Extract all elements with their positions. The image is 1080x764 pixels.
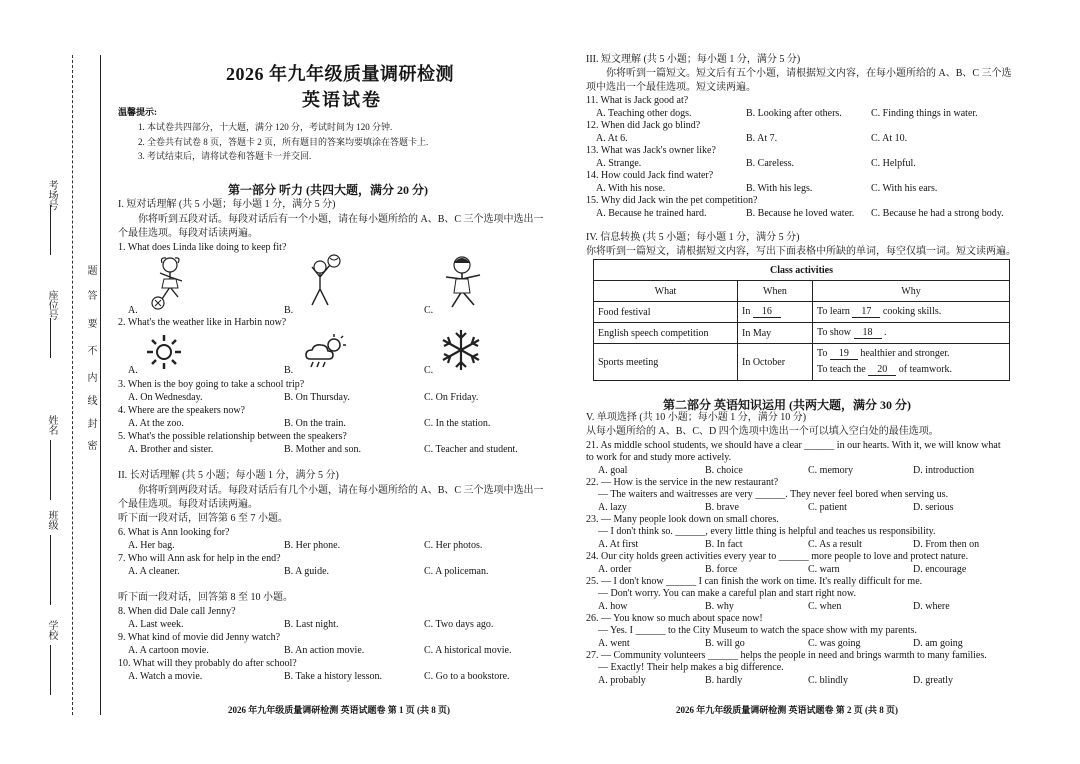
- question-6: 6. What is Ann looking for?: [118, 527, 230, 538]
- section5-instruction: 从每小题所给的 A、B、C、D 四个选项中选出一个可以填入空白处的最佳选项。: [586, 426, 939, 437]
- q24-option: B. force: [705, 564, 738, 575]
- q26-option: D. am going: [913, 638, 963, 649]
- q1-option-c: C.: [424, 305, 434, 316]
- q7-option: C. A policeman.: [424, 566, 489, 577]
- binding-dashed-line: [72, 55, 73, 715]
- q22-option: A. lazy: [598, 502, 627, 513]
- q1-option-a: A.: [128, 305, 138, 316]
- table-cell: In 16: [738, 302, 813, 323]
- question-12: 12. When did Jack go blind?: [586, 120, 701, 131]
- question-26-reply: — Yes. I ______ to the City Museum to watch the space show with my parents.: [598, 625, 917, 636]
- exam-title: 2026 年九年级质量调研检测: [226, 64, 454, 84]
- q12-option: A. At 6.: [596, 133, 628, 144]
- question-21-cont: to work for and study more actively.: [586, 452, 732, 463]
- q13-option: A. Strange.: [596, 158, 642, 169]
- binding-solid-line: [100, 55, 101, 715]
- q25-option: C. when: [808, 601, 842, 612]
- q10-option: C. Go to a bookstore.: [424, 671, 510, 682]
- q4-option: C. In the station.: [424, 418, 491, 429]
- tip-item: 1. 本试卷共四部分，十大题，满分 120 分，考试时间为 120 分钟.: [138, 122, 393, 132]
- question-22: 22. — How is the service in the new restaurant?: [586, 477, 779, 488]
- q15-option: B. Because he loved water.: [746, 208, 855, 219]
- table-cell: Food festival: [594, 302, 738, 323]
- q2-option-a: A.: [128, 365, 138, 376]
- part2-heading: 第二部分 英语知识运用 (共两大题，满分 30 分): [663, 398, 911, 412]
- q6-option: C. Her photos.: [424, 540, 483, 551]
- question-7: 7. Who will Ann ask for help in the end?: [118, 553, 281, 564]
- seal-char: 题: [85, 265, 96, 275]
- section1-instruction: 你将听到五段对话。每段对话后有一个小题，请在每小题所给的 A、B、C 三个选项中选出一: [138, 214, 544, 225]
- name-field: [50, 440, 51, 500]
- girl-doing-taichi-icon: [438, 253, 488, 311]
- q21-option: C. memory: [808, 465, 853, 476]
- question-9: 9. What kind of movie did Jenny watch?: [118, 632, 281, 643]
- question-14: 14. How could Jack find water?: [586, 170, 714, 181]
- q27-option: B. hardly: [705, 675, 743, 686]
- question-25: 25. — I don't know ______ I can finish the work on time. It's really difficult for me.: [586, 576, 923, 587]
- question-25-reply: — Don't worry. You can make a careful plan and start right now.: [598, 588, 856, 599]
- question-10: 10. What will they probably do after school?: [118, 658, 297, 669]
- question-26: 26. — You know so much about space now!: [586, 613, 763, 624]
- q15-option: A. Because he trained hard.: [596, 208, 707, 219]
- seal-char: 答: [85, 290, 96, 300]
- q13-option: B. Careless.: [746, 158, 795, 169]
- seal-char: 不: [85, 345, 96, 355]
- q21-option: D. introduction: [913, 465, 975, 476]
- question-23-reply: — I don't think so. ______, every little thing is helpful and teaches us responsibility.: [598, 526, 936, 537]
- q8-option: B. Last night.: [284, 619, 339, 630]
- question-27-reply: — Exactly! Their help makes a big difference.: [598, 662, 784, 673]
- table-header-what: What: [594, 281, 738, 302]
- seal-char: 封: [85, 418, 96, 428]
- class-activities-table: [593, 259, 1010, 381]
- q22-option: B. brave: [705, 502, 739, 513]
- q27-option: D. greatly: [913, 675, 953, 686]
- table-cell: In May: [738, 323, 813, 344]
- q5-option: B. Mother and son.: [284, 444, 361, 455]
- q24-option: A. order: [598, 564, 632, 575]
- answer-blank-18[interactable]: 18: [854, 327, 882, 339]
- answer-blank-17[interactable]: 17: [852, 306, 880, 318]
- q23-option: C. As a result: [808, 539, 862, 550]
- q10-option: A. Watch a movie.: [128, 671, 203, 682]
- q26-option: A. went: [598, 638, 630, 649]
- q7-option: B. A guide.: [284, 566, 330, 577]
- section2-instruction: 你将听到两段对话。每段对话后有几个小题，请在每小题所给的 A、B、C 三个选项中选出一: [138, 485, 544, 496]
- q24-option: D. encourage: [913, 564, 967, 575]
- table-cell: Sports meeting: [594, 344, 738, 381]
- q4-option: B. On the train.: [284, 418, 346, 429]
- section2-instruction: 个最佳选项。每段对话读两遍。: [118, 499, 258, 510]
- q9-option: A. A cartoon movie.: [128, 645, 209, 656]
- section3-instruction: 项中选出一个最佳选项。短文读两遍。: [586, 82, 756, 93]
- section5-heading: V. 单项选择 (共 10 小题；每小题 1 分，满分 10 分): [586, 412, 807, 423]
- q3-option: B. On Thursday.: [284, 392, 350, 403]
- table-cell: To learn 17 cooking skills.: [813, 302, 1010, 323]
- answer-blank-19[interactable]: 19: [830, 348, 858, 360]
- exam-room-label: 考场号: [46, 180, 57, 210]
- exam-room-field: [50, 205, 51, 255]
- girl-playing-football-icon: [148, 255, 194, 311]
- seat-field: [50, 318, 51, 358]
- table-cell: English speech competition: [594, 323, 738, 344]
- question-5: 5. What's the possible relationship between the speakers?: [118, 431, 347, 442]
- question-24: 24. Our city holds green activities every year to ______ more people to love and protect nature.: [586, 551, 969, 562]
- table-cell: To 19 healthier and stronger. To teach the 20 of teamwork.: [813, 344, 1010, 381]
- seal-char: 线: [85, 395, 96, 405]
- table-cell: In October: [738, 344, 813, 381]
- q1-option-b: B.: [284, 305, 294, 316]
- q11-option: B. Looking after others.: [746, 108, 842, 119]
- q8-option: C. Two days ago.: [424, 619, 494, 630]
- q9-option: B. An action movie.: [284, 645, 365, 656]
- q24-option: C. warn: [808, 564, 840, 575]
- question-1: 1. What does Linda like doing to keep fit?: [118, 242, 287, 253]
- q21-option: A. goal: [598, 465, 628, 476]
- table-header-why: Why: [813, 281, 1010, 302]
- q6-option: B. Her phone.: [284, 540, 341, 551]
- answer-blank-20[interactable]: 20: [868, 364, 896, 376]
- tips-label: 温馨提示:: [118, 107, 157, 117]
- part1-heading: 第一部分 听力 (共四大题，满分 20 分): [228, 183, 428, 197]
- question-21: 21. As middle school students, we should have a clear ______ in our hearts. With it, we will know what: [586, 440, 1001, 451]
- class-label: 班级: [46, 510, 57, 530]
- q9-option: C. A historical movie.: [424, 645, 512, 656]
- q11-option: C. Finding things in water.: [871, 108, 978, 119]
- q27-option: C. blindly: [808, 675, 849, 686]
- question-3: 3. When is the boy going to take a school trip?: [118, 379, 305, 390]
- q6-option: A. Her bag.: [128, 540, 175, 551]
- q25-option: D. where: [913, 601, 950, 612]
- q10-option: B. Take a history lesson.: [284, 671, 382, 682]
- q13-option: C. Helpful.: [871, 158, 916, 169]
- question-27: 27. — Community volunteers ______ helps the people in need and brings warmth to many families.: [586, 650, 987, 661]
- q26-option: C. was going: [808, 638, 861, 649]
- q2-option-b: B.: [284, 365, 294, 376]
- school-field: [50, 645, 51, 695]
- table-header-when: When: [738, 281, 813, 302]
- section4-instruction: 你将听到一篇短文，请根据短文内容，写出下面表格中所缺的单词，每空仅填一词。短文读两遍。: [586, 246, 1016, 257]
- question-13: 13. What was Jack's owner like?: [586, 145, 716, 156]
- exam-subtitle: 英语试卷: [302, 90, 382, 110]
- tip-item: 3. 考试结束后，请将试卷和答题卡一并交回.: [138, 151, 312, 161]
- answer-blank-16[interactable]: 16: [753, 306, 781, 318]
- tip-item: 2. 全卷共有试卷 8 页，答题卡 2 页，所有题目的答案均要填涂在答题卡上.: [138, 137, 429, 147]
- q23-option: B. In fact: [705, 539, 743, 550]
- table-caption: Class activities: [594, 260, 1010, 281]
- q23-option: D. From then on: [913, 539, 980, 550]
- q2-option-c: C.: [424, 365, 434, 376]
- footer-page-2: 2026 年九年级质量调研检测 英语试题卷 第 2 页 (共 8 页): [676, 705, 898, 715]
- section3-heading: III. 短文理解 (共 5 小题；每小题 1 分，满分 5 分): [586, 54, 801, 65]
- q25-option: A. how: [598, 601, 628, 612]
- girl-playing-volleyball-icon: [300, 253, 346, 311]
- q11-option: A. Teaching other dogs.: [596, 108, 692, 119]
- q4-option: A. At the zoo.: [128, 418, 184, 429]
- q3-option: A. On Wednesday.: [128, 392, 203, 403]
- section1-instruction: 个最佳选项。每段对话读两遍。: [118, 228, 258, 239]
- q26-option: B. will go: [705, 638, 745, 649]
- question-8: 8. When did Dale call Jenny?: [118, 606, 236, 617]
- q21-option: B. choice: [705, 465, 743, 476]
- q12-option: B. At 7.: [746, 133, 778, 144]
- class-field: [50, 535, 51, 605]
- dialog-lead: 听下面一段对话，回答第 6 至 7 小题。: [118, 513, 288, 524]
- q14-option: A. With his nose.: [596, 183, 666, 194]
- footer-page-1: 2026 年九年级质量调研检测 英语试题卷 第 1 页 (共 8 页): [228, 705, 450, 715]
- sunny-icon: [145, 333, 183, 371]
- q22-option: C. patient: [808, 502, 847, 513]
- seat-label: 座位号: [46, 290, 57, 320]
- question-15: 15. Why did Jack win the pet competition?: [586, 195, 758, 206]
- q8-option: A. Last week.: [128, 619, 184, 630]
- q15-option: C. Because he had a strong body.: [871, 208, 1004, 219]
- question-11: 11. What is Jack good at?: [586, 95, 689, 106]
- dialog-lead: 听下面一段对话，回答第 8 至 10 小题。: [118, 592, 293, 603]
- q25-option: B. why: [705, 601, 734, 612]
- section2-heading: II. 长对话理解 (共 5 小题；每小题 1 分，满分 5 分): [118, 470, 339, 481]
- section1-heading: I. 短对话理解 (共 5 小题；每小题 1 分，满分 5 分): [118, 199, 336, 210]
- q23-option: A. At first: [598, 539, 639, 550]
- q27-option: A. probably: [598, 675, 646, 686]
- question-22-reply: — The waiters and waitresses are very ______. They never feel bored when serving us.: [598, 489, 949, 500]
- q22-option: D. serious: [913, 502, 954, 513]
- cloudy-rainy-icon: [302, 333, 348, 371]
- question-23: 23. — Many people look down on small chores.: [586, 514, 779, 525]
- q7-option: A. A cleaner.: [128, 566, 180, 577]
- question-2: 2. What's the weather like in Harbin now?: [118, 317, 287, 328]
- school-label: 学校: [46, 620, 57, 640]
- q5-option: A. Brother and sister.: [128, 444, 214, 455]
- table-cell: To show 18 .: [813, 323, 1010, 344]
- question-4: 4. Where are the speakers now?: [118, 405, 245, 416]
- section4-heading: IV. 信息转换 (共 5 小题；每小题 1 分，满分 5 分): [586, 232, 800, 243]
- name-label: 姓名: [46, 415, 57, 435]
- snowflake-icon: [440, 328, 482, 372]
- seal-char: 密: [85, 440, 96, 450]
- q3-option: C. On Friday.: [424, 392, 479, 403]
- seal-char: 内: [85, 372, 96, 382]
- seal-char: 要: [85, 318, 96, 328]
- section3-instruction: 你将听到一篇短文。短文后有五个小题，请根据短文内容，在每小题所给的 A、B、C 三个选: [606, 68, 1012, 79]
- q12-option: C. At 10.: [871, 133, 908, 144]
- q5-option: C. Teacher and student.: [424, 444, 518, 455]
- q14-option: C. With his ears.: [871, 183, 938, 194]
- q14-option: B. With his legs.: [746, 183, 813, 194]
